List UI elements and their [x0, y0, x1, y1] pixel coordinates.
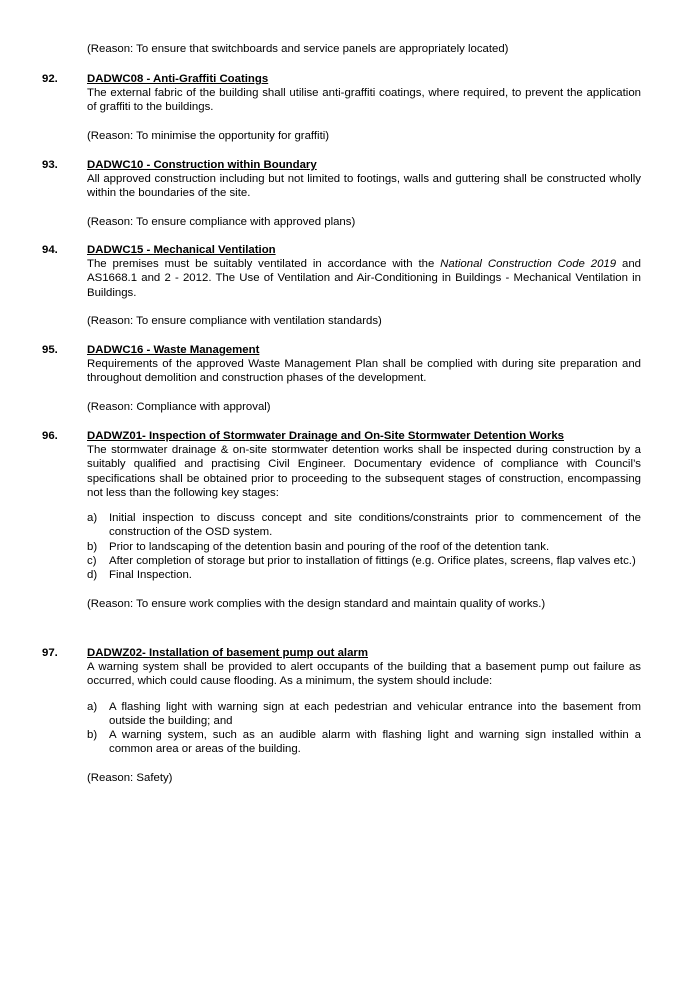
- condition-title: DADWC10 - Construction within Boundary: [87, 159, 317, 171]
- previous-condition-reason: (Reason: To ensure that switchboards and service panels are appropriately located): [87, 43, 509, 55]
- condition-text: All approved construction including but not limited to footings, walls and guttering shall be constructed wholly within the boundaries of the site.: [87, 173, 641, 200]
- condition-text: Requirements of the approved Waste Management Plan shall be complied with during site preparation and throughout demolition and construction phases of the development.: [87, 358, 641, 385]
- condition-text: The stormwater drainage & on-site stormwater detention works shall be inspected during construction by a suitably qualified and practising Civil Engineer. Documentary evidence of compliance with Council’s specifications shall be obtained prior to proceeding to the subsequent stages of construction, encompassing not less than the following key stages:: [87, 444, 641, 499]
- condition-text: The external fabric of the building shall utilise anti-graffiti coatings, where required, to prevent the application of graffiti to the buildings.: [87, 87, 641, 114]
- condition-body: [87, 343, 641, 414]
- list-item: d) Final Inspection.: [87, 569, 192, 582]
- list-marker: a): [87, 512, 98, 525]
- alarm-requirements-list: [87, 700, 641, 757]
- condition-body: [87, 646, 641, 785]
- condition-number: 96.: [42, 430, 58, 442]
- condition-text: The premises must be suitably ventilated in accordance with the National Construction Code 2019 and AS1668.1 and 2 - 2012. The Use of Ventilation and Air-Conditioning in Buildings - Mechanical Ventilation in Buildings.: [87, 258, 641, 299]
- condition-number: 92.: [42, 73, 58, 85]
- list-marker: b): [87, 540, 98, 553]
- condition-number: 97.: [42, 647, 58, 659]
- list-item: a) Initial inspection to discuss concept and site conditions/constraints prior to commencement of the construction of the OSD system.: [87, 512, 641, 539]
- condition-reason: (Reason: To minimise the opportunity for graffiti): [87, 129, 330, 142]
- condition-body: [87, 429, 641, 611]
- condition-text: A warning system shall be provided to alert occupants of the building that a basement pump out failure as occurred, which could cause flooding. As a minimum, the system should include:: [87, 661, 641, 688]
- condition-reason: (Reason: To ensure compliance with ventilation standards): [87, 314, 382, 327]
- inspection-stages-list: [87, 511, 641, 582]
- condition-reason: (Reason: To ensure compliance with approved plans): [87, 215, 356, 228]
- list-item: b) Prior to landscaping of the detention basin and pouring of the roof of the detention tank.: [87, 540, 550, 553]
- condition-title: DADWC16 - Waste Management: [87, 344, 260, 356]
- condition-number: 93.: [42, 159, 58, 171]
- condition-body: [87, 243, 641, 328]
- condition-body: [87, 158, 641, 229]
- condition-body: [87, 72, 641, 143]
- condition-reason: (Reason: To ensure work complies with the design standard and maintain quality of works.): [87, 597, 546, 610]
- list-item: c) After completion of storage but prior to installation of fittings (e.g. Orifice plates, screens, flap valves etc.): [87, 555, 636, 568]
- list-marker: a): [87, 700, 98, 713]
- condition-title: DADWZ01- Inspection of Stormwater Drainage and On-Site Stormwater Detention Works: [87, 430, 564, 442]
- condition-title: DADWC15 - Mechanical Ventilation: [87, 244, 276, 256]
- list-item: b) A warning system, such as an audible alarm with flashing light and warning sign installed within a common area or areas of the building.: [87, 729, 641, 756]
- list-marker: c): [87, 555, 97, 568]
- condition-title: DADWC08 - Anti-Graffiti Coatings: [87, 73, 269, 85]
- list-item: a) A flashing light with warning sign at each pedestrian and vehicular entrance into the basement from outside the building; and: [87, 700, 641, 727]
- list-marker: d): [87, 569, 98, 582]
- condition-number: 95.: [42, 344, 58, 356]
- condition-number: 94.: [42, 244, 58, 256]
- code-reference: National Construction Code 2019: [440, 258, 617, 270]
- condition-title: DADWZ02- Installation of basement pump out alarm: [87, 647, 368, 659]
- condition-reason: (Reason: Safety): [87, 771, 173, 784]
- condition-reason: (Reason: Compliance with approval): [87, 400, 271, 413]
- list-marker: b): [87, 729, 98, 742]
